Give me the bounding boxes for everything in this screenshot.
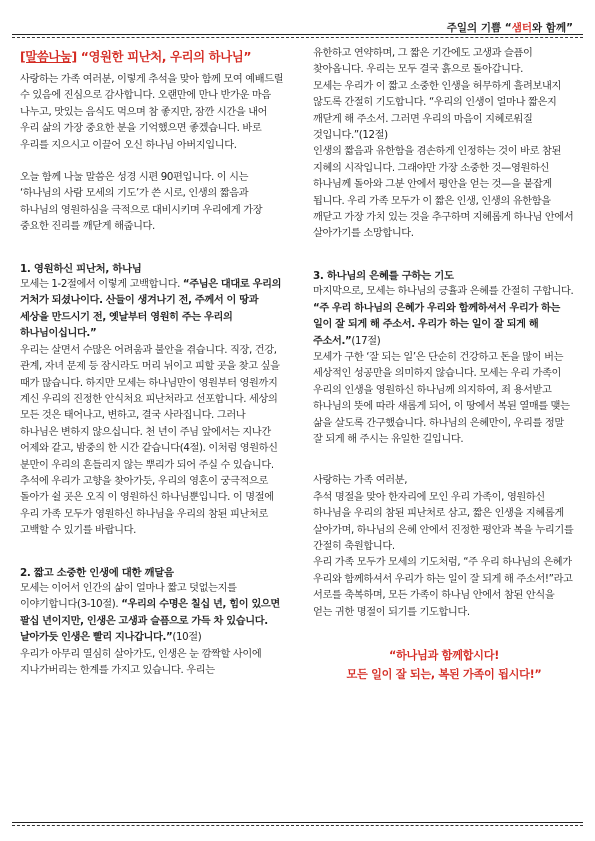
header-suffix: 와 함께” bbox=[532, 22, 573, 34]
header-accent: 샘터 bbox=[511, 22, 532, 34]
section-2-body-2: 유한하고 연약하며, 그 짧은 기간에도 고생과 슬픔이 찾아옵니다. 우리는 모두 결국 흙으로 돌아갑니다. bbox=[313, 48, 533, 76]
section-3-body: 모세가 구한 ‘잘 되는 일’은 단순히 건강하고 돈을 많이 버는 세상적인 성공만을 의미하지 않습니다. 모세는 우리 가족이 우리의 인생을 영원하신 하나님께 의지하여, 죄 용서받고 하나님의 뜻에 따라 새롭게 되어, 이 땅에서 복된 열매를 맺는 삶을 살도록 간구했습니다. 하나님의 은혜만이, 우리를 정말 잘 되게 해 주시는 유일한 길입니다. bbox=[313, 351, 570, 445]
section-3-cite: (17절) bbox=[351, 335, 381, 347]
bottom-dashed-rule bbox=[12, 825, 583, 826]
section-2-lead bbox=[20, 581, 286, 647]
section-3-heading: 3. 하나님의 은혜를 구하는 기도 bbox=[313, 269, 454, 282]
title-category: [말씀나눔] bbox=[20, 49, 77, 64]
section-2-heading: 2. 짧고 소중한 인생에 대한 깨달음 bbox=[20, 566, 174, 579]
section-2-prayer: 모세는 우리가 이 짧고 소중한 인생을 허무하게 흘려보내지 않도록 간절히 기도합니다. “우리의 인생이 얼마나 짧은지 깨닫게 해 주소서. 그러면 우리의 마음이 지혜로워질 것입니다.”(12절) bbox=[313, 80, 562, 142]
conclusion-paragraph-1: 추석 명절을 맞아 한자리에 모인 우리 가족이, 영원하신 하나님을 우리의 참된 피난처로 삼고, 짧은 인생을 지혜롭게 살아가며, 하나님의 은혜 안에서 진정한 평안과 복을 누리기를 간절히 축원합니다. bbox=[313, 491, 574, 552]
header-title bbox=[447, 20, 573, 35]
closing-line-1: “하나님과 함께합시다! bbox=[388, 649, 499, 662]
section-2-quote: “우리의 수명은 칠십 년, 힘이 있으면 팔십 년이지만, 인생은 고생과 슬픔으로 가득 차 있습니다. 날아가듯 인생은 빨리 지나갑니다.” bbox=[20, 599, 280, 644]
section-3-lead bbox=[313, 284, 575, 350]
section-2-body-3: 인생의 짧음과 유한함을 겸손하게 인정하는 것이 바로 참된 지혜의 시작입니다. 그래야만 가장 소중한 것—영원하신 하나님께 돌아와 그분 안에서 평안을 얻는 것—을 붙잡게 됩니다. 우리 가족 모두가 이 짧은 인생, 인생의 유한함을 깨닫고 가장 가치 있는 것을 추구하며 지혜롭게 하나님 안에서 살아가기를 소망합니다. bbox=[313, 146, 574, 240]
left-column bbox=[20, 48, 286, 679]
section-3-lead-text: 마지막으로, 모세는 하나님의 긍휼과 은혜를 간절히 구합니다. bbox=[313, 286, 574, 298]
closing-line-2: 모든 일이 잘 되는, 복된 가족이 됩시다!” bbox=[346, 668, 542, 681]
section-1-lead bbox=[20, 277, 286, 343]
title-text: “영원한 피난처, 우리의 하나님” bbox=[76, 49, 252, 64]
section-1-quote: “주님은 대대로 우리의 거처가 되셨나이다. 산들이 생겨나기 전, 주께서 이 땅과 세상을 만드시기 전, 옛날부터 영원히 주는 우리의 하나님이십니다.” bbox=[20, 279, 282, 340]
header-prefix: 주일의 기쁨 “ bbox=[446, 22, 512, 34]
top-rule bbox=[12, 34, 583, 35]
article-title bbox=[20, 48, 286, 65]
section-2-body-1: 우리가 아무리 열심히 살아가도, 인생은 눈 깜짝할 사이에 지나가버리는 한계를 가지고 있습니다. 우리는 bbox=[20, 648, 262, 676]
top-dashed-rule bbox=[12, 37, 583, 38]
intro-paragraph-1: 사랑하는 가족 여러분, 이렇게 추석을 맞아 함께 모여 예배드릴 수 있음에 진심으로 감사합니다. 오랜만에 만나 반가운 마음 나누고, 맛있는 음식도 먹으며 참 좋지만, 잠깐 시간을 내어 우리 삶의 가장 중요한 분을 기억했으면 좋겠습니다. 바로 우리를 지으시고 이끌어 오신 하나님 아버지입니다. bbox=[20, 74, 284, 151]
section-1-lead-text: 모세는 1-2절에서 이렇게 고백합니다. bbox=[20, 279, 183, 291]
section-1-body: 우리는 살면서 수많은 어려움과 불안을 겪습니다. 직장, 건강, 관계, 자녀 문제 등 잠시라도 머리 뉘이고 피할 곳을 찾고 싶을 때가 많습니다. 하지만 모세는 하나님만이 영원부터 영원까지 계신 우리의 진정한 안식처요 피난처라고 선포합니다. 세상의 모든 것은 태어나고, 변하고, 결국 사라집니다. 그러나 하나님은 변하지 않으십니다. 천 년이 주님 앞에서는 지나간 어제와 같고, 밤중의 한 시간 같습니다(4절). 이처럼 영원하신 분만이 우리의 흔들리지 않는 뿌리가 되어 주실 수 있습니다. 추석에 우리가 고향을 찾아가듯, 우리의 영혼이 궁극적으로 돌아가 쉴 곳은 오직 이 영원하신 하나님뿐입니다. 이 명절에 우리 가족 모두가 영원하신 하나님을 우리의 참된 피난처로 고백할 수 있기를 바랍니다. bbox=[20, 344, 280, 537]
conclusion-greeting: 사랑하는 가족 여러분, bbox=[313, 475, 408, 487]
bottom-rule bbox=[12, 822, 583, 823]
section-2-lead-text: 모세는 이어서 인간의 삶이 얼마나 짧고 덧없는지를 이야기합니다(3-10절). bbox=[20, 582, 237, 611]
section-3-quote: “주 우리 하나님의 은혜가 우리와 함께하셔서 우리가 하는 일이 잘 되게 해 주소서. 우리가 하는 일이 잘 되게 해 주소서.” bbox=[313, 302, 561, 347]
section-2-cite: (10절) bbox=[172, 632, 202, 644]
intro-paragraph-2: 오늘 함께 나눌 말씀은 성경 시편 90편입니다. 이 시는 ‘하나님의 사람 모세의 기도’가 쓴 시로, 인생의 짧음과 하나님의 영원하심을 극적으로 대비시키며 우리에게 가장 중요한 진리를 깨닫게 해줍니다. bbox=[20, 172, 263, 233]
right-column bbox=[313, 46, 575, 684]
conclusion-paragraph-2: 우리 가족 모두가 모세의 기도처럼, “주 우리 하나님의 은혜가 우리와 함께하셔서 우리가 하는 일이 잘 되게 해 주소서!”라고 서로를 축복하며, 모든 가족이 하나님 안에서 참된 안식을 얻는 귀한 명절이 되기를 기도합니다. bbox=[313, 557, 573, 618]
section-1-heading: 1. 영원하신 피난처, 하나님 bbox=[20, 262, 142, 275]
